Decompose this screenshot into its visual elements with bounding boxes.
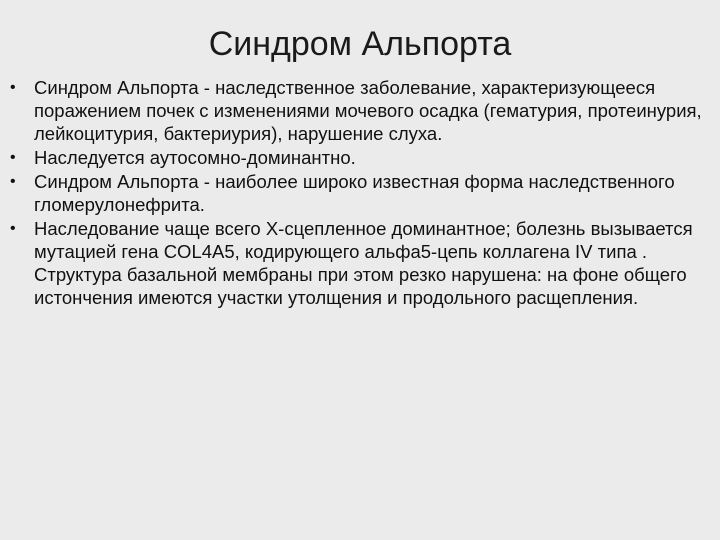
bullet-text: Синдром Альпорта - наиболее широко известная форма наследственного гломерулонефрита. xyxy=(34,171,675,215)
bullet-icon: • xyxy=(10,149,16,166)
slide-title: Синдром Альпорта xyxy=(208,25,512,63)
bullet-item-definition xyxy=(10,76,706,145)
bullet-icon: • xyxy=(10,79,16,96)
bullet-item-form xyxy=(10,170,706,216)
bullet-text: Наследуется аутосомно-доминантно. xyxy=(34,147,356,168)
bullet-item-inheritance xyxy=(10,146,706,169)
bullet-item-genetics xyxy=(10,217,706,309)
bullet-icon: • xyxy=(10,220,16,237)
bullet-text: Синдром Альпорта - наследственное заболевание, характеризующееся поражением почек с изменениями мочевого осадка (гематурия, протеинурия, лейкоцитурия, бактериурия), нарушение слуха. xyxy=(34,77,702,144)
bullet-icon: • xyxy=(10,173,16,190)
bullet-list xyxy=(10,76,706,310)
bullet-text: Наследование чаще всего X-сцепленное доминантное; болезнь вызывается мутацией гена COL4A5, кодирующего альфа5-цепь коллагена IV типа . Структура базальной мембраны при этом резко нарушена: на фоне общего истончения имеются участки утолщения и продольного расщепления. xyxy=(34,218,693,308)
